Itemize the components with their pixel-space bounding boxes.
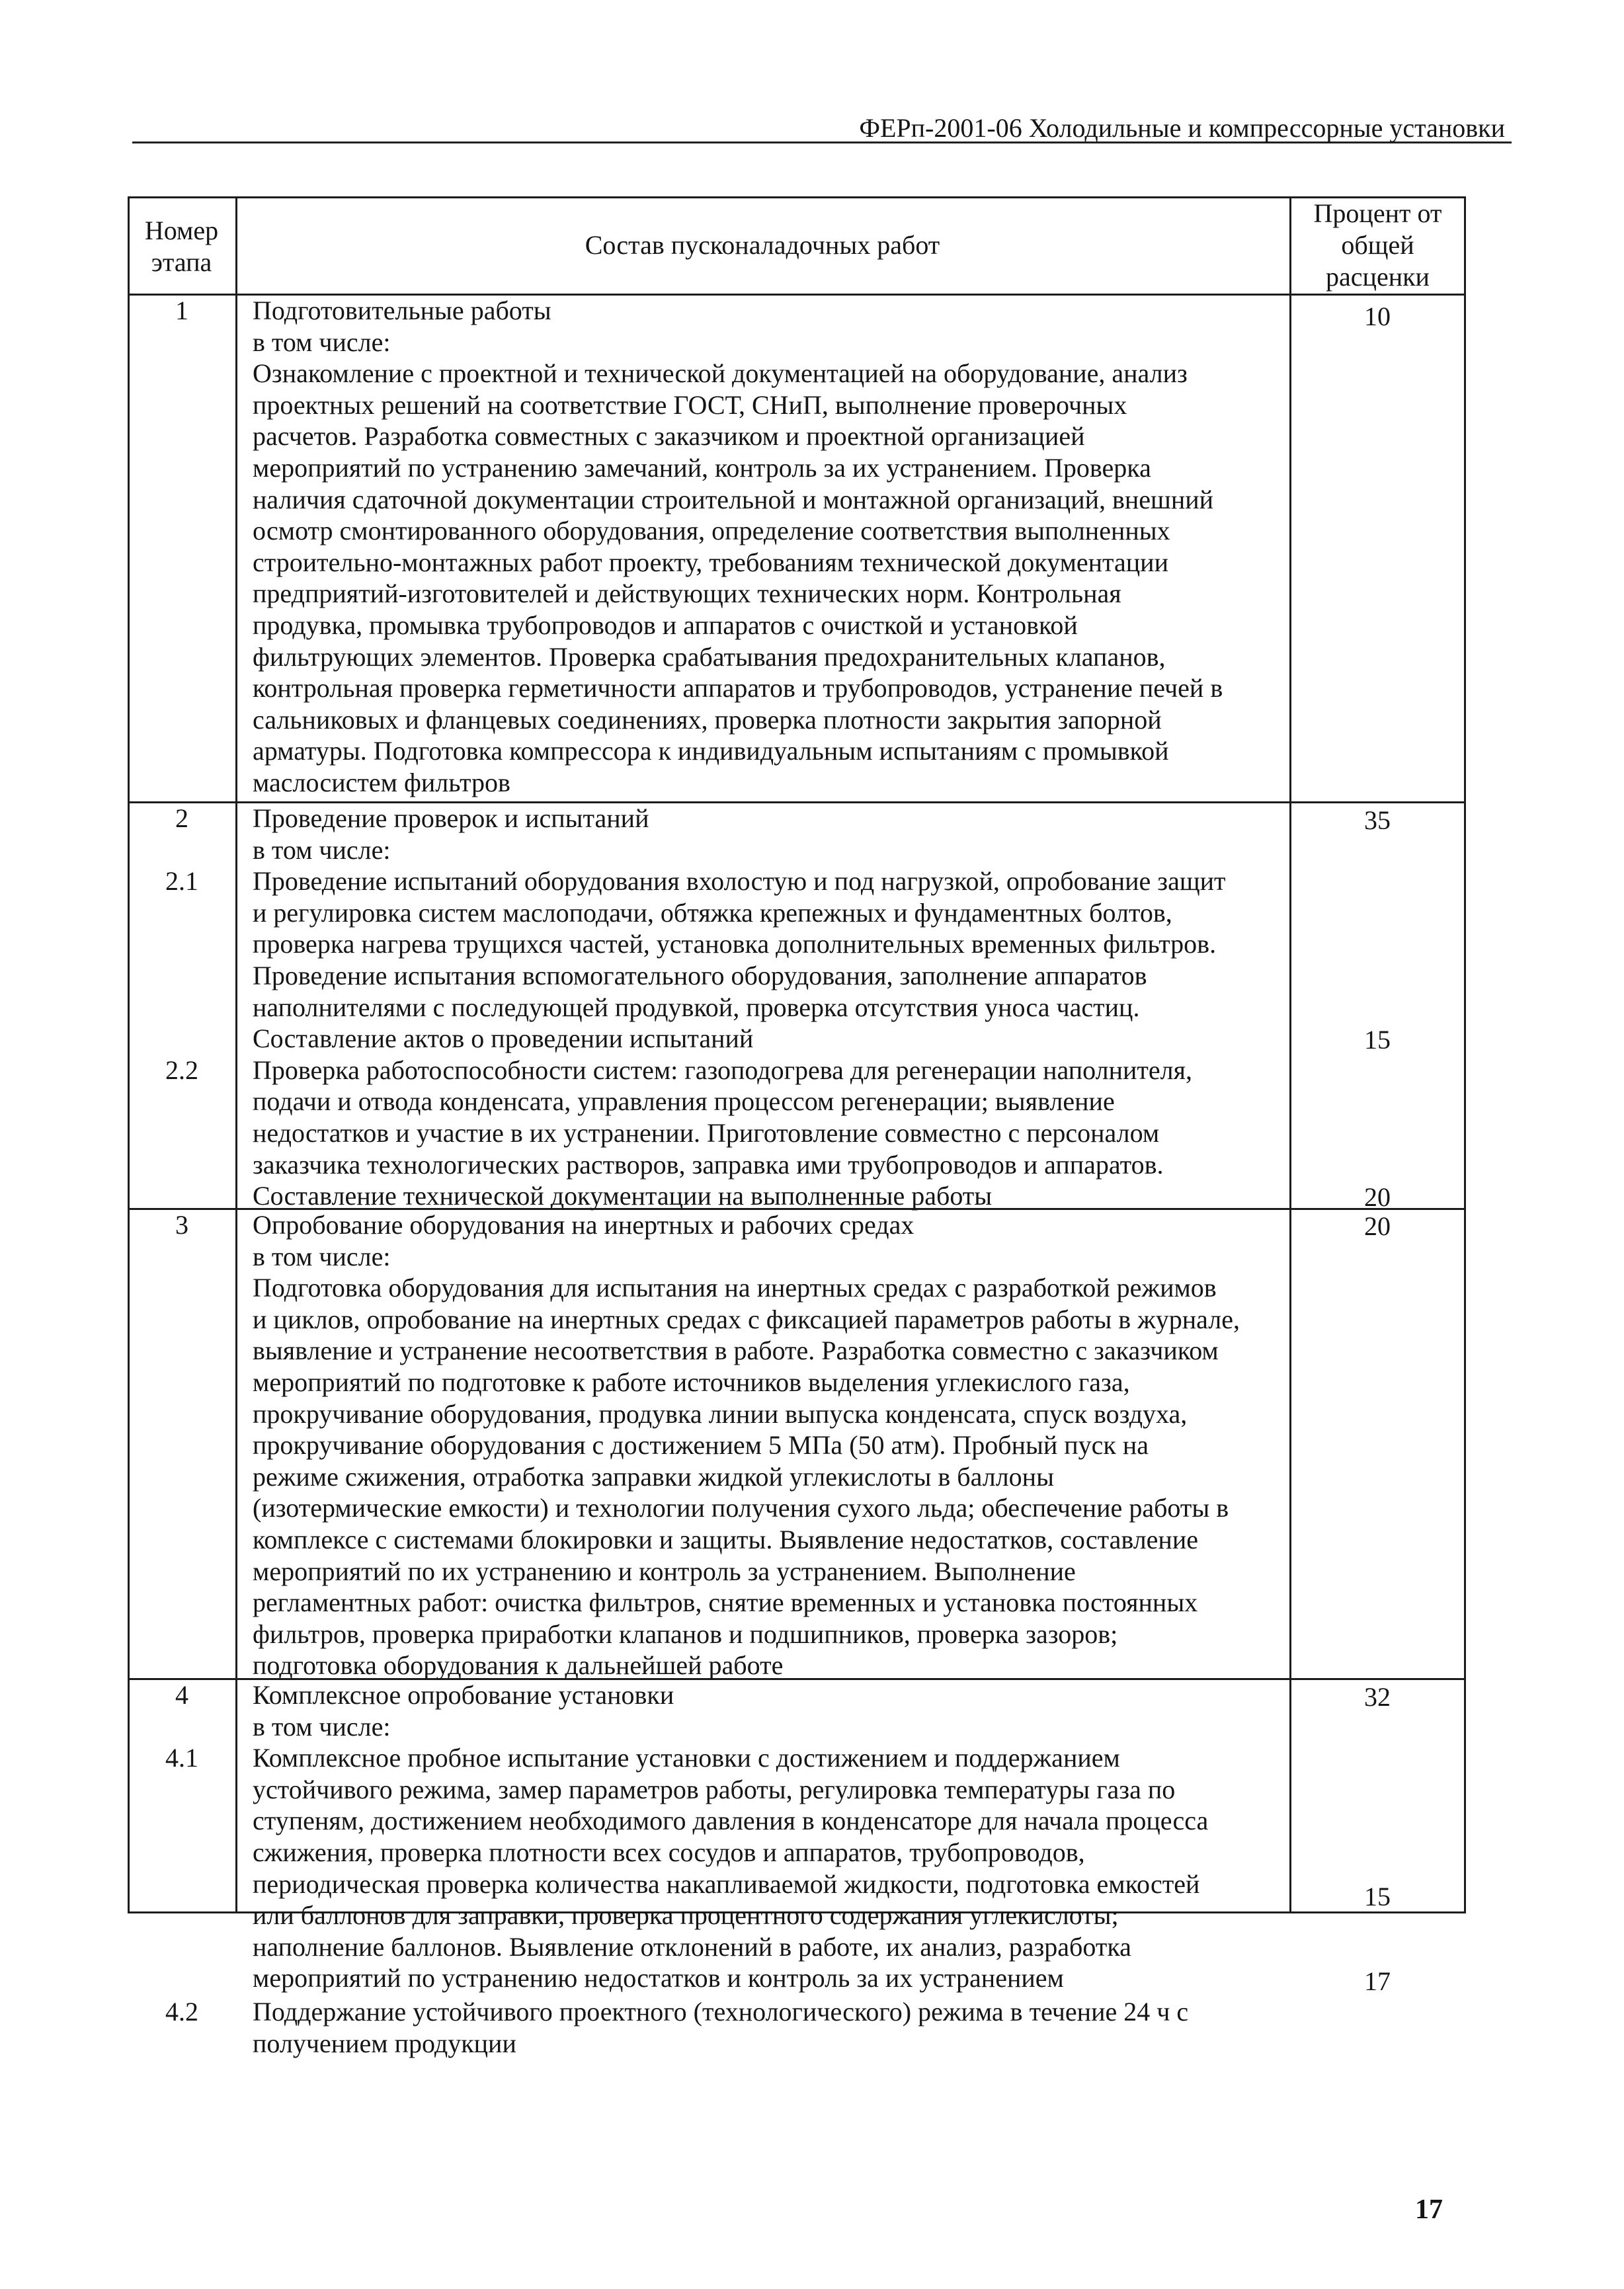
stage-number: 2.1: [165, 866, 198, 896]
stage-percent: 17: [1364, 1966, 1391, 1996]
col-header-description: Состав пусконаладочных работ: [585, 230, 940, 260]
stage-number: 1: [175, 296, 188, 325]
stage-percent: 20: [1364, 1182, 1391, 1212]
stage-percent: 20: [1364, 1211, 1391, 1241]
stage-percent: 10: [1364, 301, 1391, 331]
stage-number: 2.2: [165, 1055, 198, 1085]
stage-number: 4.2: [165, 1997, 198, 2027]
stage-percent: 15: [1364, 1882, 1391, 1911]
stage-description: Подготовительные работы в том числе: Ознакомление с проектной и технической документацией на оборудование, анализ проектных решений на соответствие ГОСТ, СНиП, выполнение проверочных расчетов. Разработка совместных с заказчиком и проектной организацией мероприятий по устранению замечаний, контроль за их устранением. Проверка наличия сдаточной документации строительной и монтажной организаций, внешний осмотр смонтированного оборудования, определение соответствия выполненных строительно-монтажных работ проекту, требованиям технической документации предприятий-изготовителей и действующих технических норм. Контрольная продувка, промывка трубопроводов и аппаратов с очисткой и установкой фильтрующих элементов. Проверка срабатывания предохранительных клапанов, контрольная проверка герметичности аппаратов и трубопроводов, устранение печей в сальниковых и фланцевых соединениях, проверка плотности закрытия запорной арматуры. Подготовка компрессора к индивидуальным испытаниям с промывкой маслосистем фильтров: [253, 296, 1223, 797]
stage-description: Проведение проверок и испытаний в том числе: Проведение испытаний оборудования вхолостую и под нагрузкой, опробование защит и регулировка систем маслоподачи, обтяжка крепежных и фундаментных болтов, проверка нагрева трущихся частей, установка дополнительных временных фильтров. Проведение испытания вспомогательного оборудования, заполнение аппаратов наполнителями с последующей продувкой, проверка отсутствия уноса частиц. Составление актов о проведении испытаний Проверка работоспособности систем: газоподогрева для регенерации наполнителя, подачи и отвода конденсата, управления процессом регенерации; выявление недостатков и участие в их устранении. Приготовление совместно с персоналом заказчика технологических растворов, заправка ими трубопроводов и аппаратов. Составление технической документации на выполненные работы: [253, 803, 1226, 1211]
stage-description: Опробование оборудования на инертных и рабочих средах в том числе: Подготовка оборудования для испытания на инертных средах с разработкой режимов и циклов, опробование на инертных средах с фиксацией параметров работы в журнале, выявление и устранение несоответствия в работе. Разработка совместно с заказчиком мероприятий по подготовке к работе источников выделения углекислого газа, прокручивание оборудования, продувка линии выпуска конденсата, спуск воздуха, прокручивание оборудования с достижением 5 МПа (50 атм). Пробный пуск на режиме сжижения, отработка заправки жидкой углекислоты в баллоны (изотермические емкости) и технологии получения сухого льда; обеспечение работы в комплексе с системами блокировки и защиты. Выявление недостатков, составление мероприятий по их устранению и контроль за устранением. Выполнение регламентных работ: очистка фильтров, снятие временных и установка постоянных фильтров, проверка приработки клапанов и подшипников, проверка зазоров; подготовка оборудования к дальнейшей работе: [253, 1210, 1240, 1681]
stage-description: Комплексное опробование установки в том числе: Комплексное пробное испытание установки с достижением и поддержанием устойчивого режима, замер параметров работы, регулировка температуры газа по ступеням, достижением необходимого давления в конденсаторе для начала процесса сжижения, проверка плотности всех сосудов и аппаратов, трубопроводов, периодическая проверка количества накапливаемой жидкости, подготовка емкостей или баллонов для заправки, проверка процентного содержания углекислоты; наполнение баллонов. Выявление отклонений в работе, их анализ, разработка мероприятий по устранению недостатков и контроль за их устранением: [253, 1680, 1209, 1993]
col-header-percent: Процент от общей расценки: [1313, 198, 1442, 292]
header-title: ФЕРп-2001-06 Холодильные и компрессорные установки: [859, 113, 1505, 143]
stage-percent: 15: [1364, 1025, 1391, 1055]
stage-number: 2: [175, 803, 188, 833]
stage-percent: 32: [1364, 1682, 1391, 1712]
stage-number: 3: [175, 1210, 188, 1240]
stage-description: Поддержание устойчивого проектного (технологического) режима в течение 24 ч с получением продукции: [253, 1997, 1189, 2058]
page-header: [132, 111, 1512, 143]
stage-number: 4.1: [165, 1743, 198, 1773]
works-table: [128, 196, 1466, 2058]
stage-number: 4: [175, 1680, 188, 1710]
page-number: 17: [1415, 2194, 1443, 2225]
col-header-number: Номер этапа: [144, 216, 219, 277]
stage-percent: 35: [1364, 805, 1391, 835]
